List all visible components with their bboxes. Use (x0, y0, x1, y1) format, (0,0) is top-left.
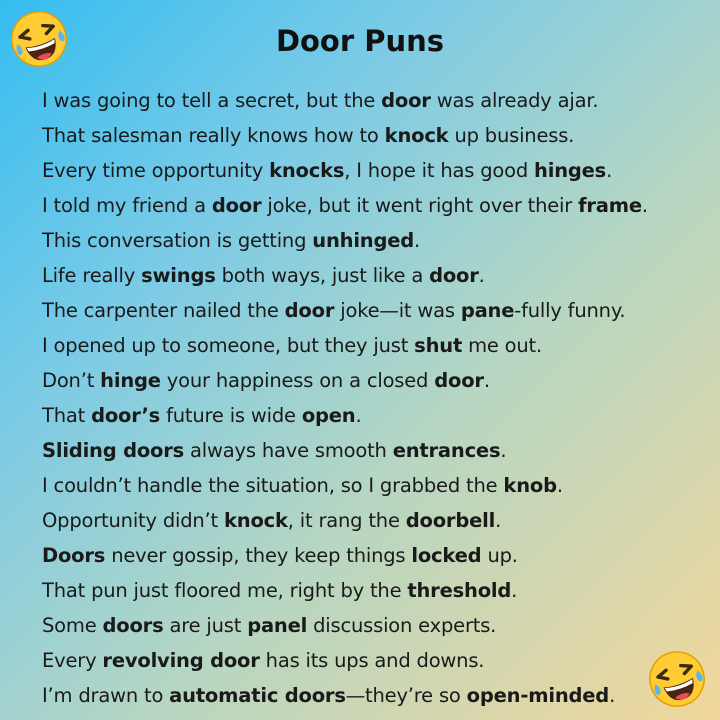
pun-text: never gossip, they keep things (105, 544, 412, 567)
pun-keyword: open (301, 404, 356, 427)
pun-text: up. (481, 544, 518, 567)
pun-keyword: knock (224, 509, 288, 532)
pun-keyword: door (434, 369, 484, 392)
pun-text: , it rang the (287, 509, 406, 532)
pun-text: your happiness on a closed (160, 369, 435, 392)
pun-line (42, 468, 712, 503)
pun-text: Every (42, 649, 103, 672)
pun-keyword: knock (384, 124, 449, 147)
pun-text: I couldn’t handle the situation, so I grabbed the (42, 474, 504, 497)
pun-line (42, 363, 712, 398)
pun-line (42, 293, 712, 328)
pun-text: . (641, 194, 648, 217)
pun-line (42, 223, 712, 258)
pun-keyword: pane (460, 299, 515, 322)
pun-text: Don’t (42, 369, 101, 392)
pun-text: has its ups and downs. (259, 649, 485, 672)
pun-keyword: open-minded (466, 684, 610, 707)
pun-keyword: panel (247, 614, 308, 637)
pun-text: both ways, just like a (215, 264, 430, 287)
pun-text: was already ajar. (430, 89, 599, 112)
pun-text: That pun just floored me, right by the (42, 579, 408, 602)
pun-keyword: locked (411, 544, 482, 567)
pun-line (42, 643, 712, 678)
pun-text: -fully funny. (514, 299, 626, 322)
pun-keyword: door (429, 264, 479, 287)
pun-keyword: unhinged (312, 229, 415, 252)
pun-text: I’m drawn to (42, 684, 170, 707)
pun-line (42, 398, 712, 433)
pun-text: joke—it was (334, 299, 461, 322)
pun-text: . (414, 229, 421, 252)
pun-text: are just (163, 614, 248, 637)
pun-text: always have smooth (184, 439, 393, 462)
pun-line (42, 83, 712, 118)
pun-line (42, 328, 712, 363)
pun-keyword: door (381, 89, 431, 112)
pun-text: . (500, 439, 507, 462)
pun-line (42, 258, 712, 293)
pun-text: I told my friend a (42, 194, 212, 217)
pun-text: . (355, 404, 362, 427)
pun-keyword: Sliding doors (42, 439, 185, 462)
pun-text: I opened up to someone, but they just (42, 334, 415, 357)
pun-text: That (42, 404, 92, 427)
page-title: Door Puns (275, 24, 445, 58)
pun-text: me out. (462, 334, 543, 357)
pun-text: Some (42, 614, 103, 637)
pun-keyword: swings (141, 264, 216, 287)
pun-keyword: knob (503, 474, 557, 497)
pun-text: . (511, 579, 518, 602)
pun-text: discussion experts. (307, 614, 497, 637)
pun-text: joke, but it went right over their (261, 194, 579, 217)
pun-text: . (606, 159, 613, 182)
pun-line (42, 118, 712, 153)
pun-text: Life really (42, 264, 142, 287)
pun-text: up business. (448, 124, 575, 147)
pun-keyword: threshold (407, 579, 512, 602)
pun-keyword: doorbell (405, 509, 496, 532)
pun-keyword: knocks (269, 159, 345, 182)
pun-line (42, 433, 712, 468)
pun-keyword: revolving door (102, 649, 260, 672)
pun-text: . (483, 369, 490, 392)
pun-text: . (556, 474, 563, 497)
pun-line (42, 188, 712, 223)
pun-keyword: hinges (534, 159, 607, 182)
pun-keyword: Doors (42, 544, 106, 567)
pun-text: Every time opportunity (42, 159, 270, 182)
pun-text: —they’re so (345, 684, 467, 707)
pun-keyword: frame (578, 194, 642, 217)
pun-keyword: automatic doors (169, 684, 346, 707)
pun-text: That salesman really knows how to (42, 124, 385, 147)
pun-keyword: hinge (100, 369, 161, 392)
pun-keyword: entrances (392, 439, 501, 462)
pun-keyword: door’s (91, 404, 161, 427)
pun-keyword: door (211, 194, 262, 217)
pun-line (42, 678, 712, 713)
pun-line (42, 573, 712, 608)
pun-keyword: door (284, 299, 335, 322)
pun-text: , I hope it has good (344, 159, 535, 182)
pun-text: future is wide (160, 404, 302, 427)
pun-text: The carpenter nailed the (42, 299, 285, 322)
pun-text: . (609, 684, 616, 707)
pun-keyword: shut (414, 334, 463, 357)
pun-line (42, 608, 712, 643)
pun-keyword: doors (102, 614, 164, 637)
pun-text: . (478, 264, 485, 287)
pun-line (42, 153, 712, 188)
pun-text: I was going to tell a secret, but the (42, 89, 382, 112)
pun-line (42, 538, 712, 573)
pun-text: This conversation is getting (42, 229, 313, 252)
pun-list (42, 83, 712, 713)
pun-text: Opportunity didn’t (42, 509, 224, 532)
pun-line (42, 503, 712, 538)
pun-text: . (495, 509, 502, 532)
